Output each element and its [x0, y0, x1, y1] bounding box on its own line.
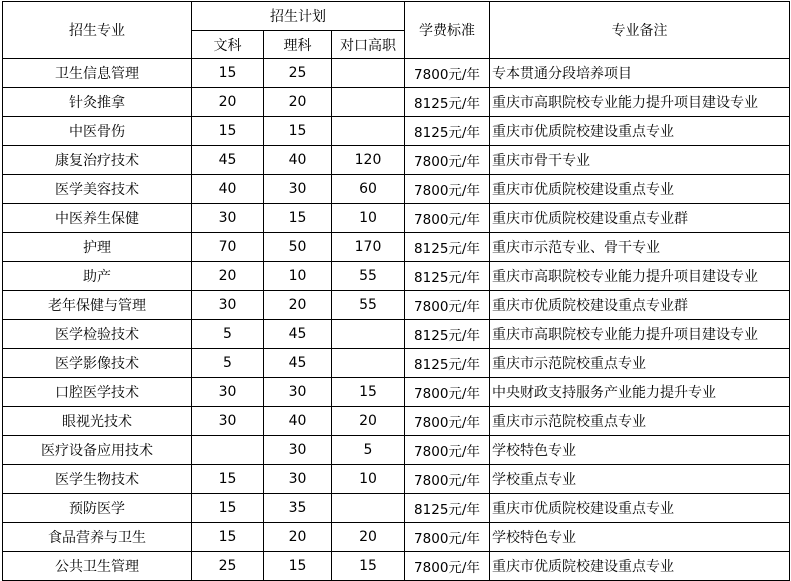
table-row	[3, 523, 790, 552]
cell-plan-dk: 15	[332, 378, 405, 407]
cell-note: 专本贯通分段培养项目	[490, 59, 790, 88]
cell-fee: 8125元/年	[405, 233, 490, 262]
header-note: 专业备注	[490, 2, 790, 59]
cell-plan-wen: 15	[192, 465, 264, 494]
cell-major: 医学影像技术	[3, 349, 192, 378]
cell-fee: 7800元/年	[405, 291, 490, 320]
table-row	[3, 494, 790, 523]
cell-plan-wen: 40	[192, 175, 264, 204]
table-row	[3, 59, 790, 88]
table-row	[3, 436, 790, 465]
header-fee: 学费标准	[405, 2, 490, 59]
cell-plan-dk: 20	[332, 523, 405, 552]
cell-note: 重庆市优质院校建设重点专业群	[490, 291, 790, 320]
cell-plan-dk: 120	[332, 146, 405, 175]
cell-fee: 7800元/年	[405, 378, 490, 407]
cell-fee: 7800元/年	[405, 407, 490, 436]
table-row	[3, 407, 790, 436]
cell-plan-dk: 170	[332, 233, 405, 262]
cell-plan-dk: 20	[332, 407, 405, 436]
cell-note: 学校特色专业	[490, 523, 790, 552]
cell-note: 重庆市高职院校专业能力提升项目建设专业	[490, 320, 790, 349]
cell-plan-wen: 5	[192, 320, 264, 349]
table-row	[3, 552, 790, 581]
cell-plan-dk: 10	[332, 465, 405, 494]
cell-plan-li: 40	[264, 407, 332, 436]
cell-plan-wen	[192, 436, 264, 465]
table-row	[3, 465, 790, 494]
cell-fee: 8125元/年	[405, 262, 490, 291]
cell-plan-li: 15	[264, 552, 332, 581]
cell-plan-li: 35	[264, 494, 332, 523]
cell-fee: 8125元/年	[405, 320, 490, 349]
cell-plan-wen: 70	[192, 233, 264, 262]
cell-major: 助产	[3, 262, 192, 291]
cell-plan-li: 15	[264, 117, 332, 146]
cell-plan-dk	[332, 59, 405, 88]
cell-plan-li: 45	[264, 349, 332, 378]
cell-plan-li: 50	[264, 233, 332, 262]
cell-plan-dk: 15	[332, 552, 405, 581]
cell-major: 康复治疗技术	[3, 146, 192, 175]
cell-fee: 7800元/年	[405, 552, 490, 581]
cell-plan-li: 30	[264, 175, 332, 204]
cell-note: 重庆市优质院校建设重点专业群	[490, 204, 790, 233]
cell-plan-dk: 55	[332, 291, 405, 320]
cell-plan-dk: 10	[332, 204, 405, 233]
cell-plan-li: 20	[264, 523, 332, 552]
cell-major: 医学美容技术	[3, 175, 192, 204]
cell-note: 重庆市示范院校重点专业	[490, 349, 790, 378]
cell-plan-wen: 5	[192, 349, 264, 378]
cell-note: 重庆市高职院校专业能力提升项目建设专业	[490, 88, 790, 117]
cell-fee: 7800元/年	[405, 465, 490, 494]
cell-note: 重庆市示范专业、骨干专业	[490, 233, 790, 262]
cell-plan-li: 15	[264, 204, 332, 233]
table-row	[3, 88, 790, 117]
cell-plan-li: 20	[264, 88, 332, 117]
cell-plan-wen: 15	[192, 494, 264, 523]
cell-plan-dk: 55	[332, 262, 405, 291]
cell-plan-wen: 20	[192, 262, 264, 291]
cell-note: 学校特色专业	[490, 436, 790, 465]
cell-plan-dk	[332, 320, 405, 349]
table-row	[3, 349, 790, 378]
table-row	[3, 378, 790, 407]
cell-major: 医疗设备应用技术	[3, 436, 192, 465]
cell-major: 卫生信息管理	[3, 59, 192, 88]
cell-plan-wen: 30	[192, 291, 264, 320]
cell-plan-li: 30	[264, 436, 332, 465]
cell-plan-li: 30	[264, 378, 332, 407]
cell-plan-wen: 30	[192, 204, 264, 233]
table-row	[3, 204, 790, 233]
cell-fee: 8125元/年	[405, 117, 490, 146]
cell-note: 重庆市优质院校建设重点专业	[490, 494, 790, 523]
cell-plan-wen: 45	[192, 146, 264, 175]
cell-fee: 8125元/年	[405, 349, 490, 378]
cell-plan-li: 40	[264, 146, 332, 175]
cell-plan-wen: 15	[192, 117, 264, 146]
cell-plan-li: 20	[264, 291, 332, 320]
cell-plan-dk	[332, 494, 405, 523]
cell-note: 重庆市示范院校重点专业	[490, 407, 790, 436]
cell-fee: 7800元/年	[405, 436, 490, 465]
cell-plan-dk	[332, 88, 405, 117]
cell-note: 重庆市高职院校专业能力提升项目建设专业	[490, 262, 790, 291]
cell-major: 预防医学	[3, 494, 192, 523]
table-row	[3, 146, 790, 175]
table-row	[3, 175, 790, 204]
table-row	[3, 291, 790, 320]
cell-fee: 7800元/年	[405, 146, 490, 175]
cell-plan-wen: 15	[192, 59, 264, 88]
cell-plan-wen: 20	[192, 88, 264, 117]
cell-plan-dk	[332, 117, 405, 146]
cell-plan-li: 10	[264, 262, 332, 291]
header-plan-dk: 对口高职	[332, 31, 405, 59]
cell-fee: 8125元/年	[405, 88, 490, 117]
cell-plan-wen: 30	[192, 407, 264, 436]
cell-plan-dk: 60	[332, 175, 405, 204]
cell-note: 学校重点专业	[490, 465, 790, 494]
cell-fee: 7800元/年	[405, 523, 490, 552]
cell-note: 重庆市优质院校建设重点专业	[490, 117, 790, 146]
table-header	[3, 2, 790, 59]
cell-note: 重庆市优质院校建设重点专业	[490, 552, 790, 581]
cell-fee: 8125元/年	[405, 494, 490, 523]
cell-plan-li: 30	[264, 465, 332, 494]
cell-plan-li: 45	[264, 320, 332, 349]
table-row	[3, 117, 790, 146]
header-major: 招生专业	[3, 2, 192, 59]
table-row	[3, 320, 790, 349]
header-plan: 招生计划	[192, 2, 405, 31]
header-plan-li: 理科	[264, 31, 332, 59]
table-body	[3, 59, 790, 581]
cell-plan-wen: 15	[192, 523, 264, 552]
enrollment-table	[2, 1, 790, 581]
cell-fee: 7800元/年	[405, 175, 490, 204]
cell-fee: 7800元/年	[405, 204, 490, 233]
cell-major: 食品营养与卫生	[3, 523, 192, 552]
table-row	[3, 262, 790, 291]
cell-note: 重庆市骨干专业	[490, 146, 790, 175]
cell-major: 医学检验技术	[3, 320, 192, 349]
table-row	[3, 233, 790, 262]
cell-major: 针灸推拿	[3, 88, 192, 117]
cell-plan-dk: 5	[332, 436, 405, 465]
cell-plan-wen: 30	[192, 378, 264, 407]
cell-major: 眼视光技术	[3, 407, 192, 436]
cell-major: 公共卫生管理	[3, 552, 192, 581]
cell-note: 中央财政支持服务产业能力提升专业	[490, 378, 790, 407]
cell-plan-wen: 25	[192, 552, 264, 581]
cell-major: 中医养生保健	[3, 204, 192, 233]
cell-major: 医学生物技术	[3, 465, 192, 494]
cell-note: 重庆市优质院校建设重点专业	[490, 175, 790, 204]
header-plan-wen: 文科	[192, 31, 264, 59]
cell-major: 老年保健与管理	[3, 291, 192, 320]
cell-major: 护理	[3, 233, 192, 262]
cell-major: 口腔医学技术	[3, 378, 192, 407]
cell-major: 中医骨伤	[3, 117, 192, 146]
cell-plan-dk	[332, 349, 405, 378]
cell-plan-li: 25	[264, 59, 332, 88]
cell-fee: 7800元/年	[405, 59, 490, 88]
